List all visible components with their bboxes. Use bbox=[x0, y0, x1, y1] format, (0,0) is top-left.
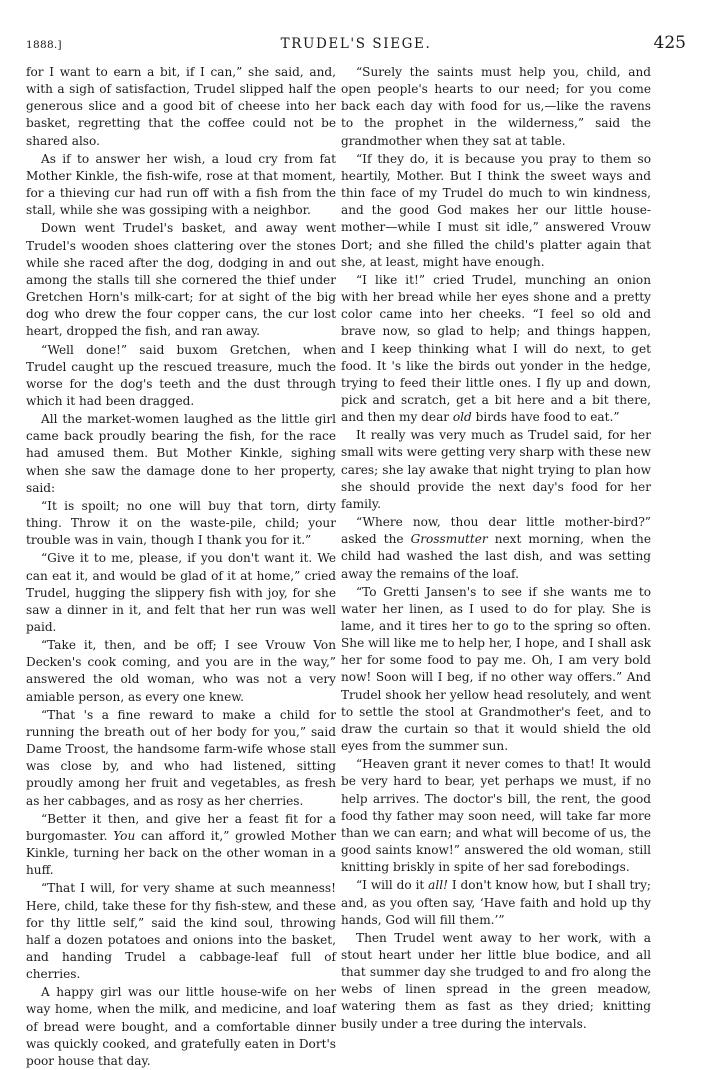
paragraph: “Well done!” said buxom Gretchen, when Trudel caught up the rescued treasure, much the worse for the dog's teeth and the dust through which it had been dragged. bbox=[26, 342, 336, 408]
paragraph: “I like it!” cried Trudel, munching an onion with her bread while her eyes shone and a pretty color came into her cheeks. “I feel so old and brave now, so glad to help; and things happen, and I keep thinking what I will do next, to get food. It 's like the birds out yonder in the hedge, trying to feed their little ones. I fly up and down, pick and scratch, get a bit here and a bit there, and then my dear old birds have food to eat.” bbox=[341, 272, 651, 425]
right-text-column bbox=[341, 64, 651, 1033]
paragraph: “It is spoilt; no one will buy that torn, dirty thing. Throw it on the waste-pile, child; your trouble was in vain, though I thank you for it.” bbox=[26, 498, 336, 548]
header-year: 1888.] bbox=[26, 39, 62, 51]
paragraph: “Better it then, and give her a feast fit for a burgomaster. You can afford it,” growled Mother Kinkle, turning her back on the other woman in a huff. bbox=[26, 811, 336, 878]
page-number: 425 bbox=[653, 33, 686, 53]
paragraph: “I will do it all! I don't know how, but I shall try; and, as you often say, ‘Have faith and hold up thy hands, God will fill them.’” bbox=[341, 878, 651, 927]
paragraph: Down went Trudel's basket, and away went Trudel's wooden shoes clattering over the stones while she raced after the dog, dodging in and out among the stalls till she cornered the thief under Gretchen Horn's milk-cart; for at sight of the big dog who drew the four copper cans, the cur lost heart, dropped the fish, and ran away. bbox=[26, 221, 336, 339]
paragraph: “If they do, it is because you pray to them so heartily, Mother. But I think the sweet ways and thin face of my Trudel do much to win kindness, and the good God makes her our little house-mother—while I must sit idle,” answered Vrouw Dort; and she filled the child's platter again that she, at least, might have enough. bbox=[341, 151, 651, 269]
paragraph: As if to answer her wish, a loud cry from fat Mother Kinkle, the fish-wife, rose at that moment, for a thieving cur had run off with a fish from the stall, while she was gossiping with a neighbor. bbox=[26, 151, 336, 218]
paragraph: It really was very much as Trudel said, for her small wits were getting very sharp with these new cares; she lay awake that night trying to plan how she should provide the next day's food for her family. bbox=[341, 428, 651, 511]
paragraph: “That I will, for very shame at such meanness! Here, child, take these for thy fish-stew, and these for thy little self,” said the kind soul, throwing half a dozen potatoes and onions into the basket, and handing Trudel a cabbage-leaf full of cherries. bbox=[26, 881, 336, 982]
left-text-column bbox=[26, 64, 336, 1070]
paragraph: “Heaven grant it never comes to that! It would be very hard to bear, yet perhaps we must, if no help arrives. The doctor's bill, the rent, the good food thy father may soon need, will take far more than we can earn; and what will become of us, the good saints know!” answered the old woman, still knitting briskly in spite of her sad forebodings. bbox=[341, 757, 651, 875]
paragraph: Then Trudel went away to her work, with a stout heart under her little blue bodice, and all that summer day she trudged to and fro along the webs of linen spread in the green meadow, watering them as fast as they dried; knitting busily under a tree during the intervals. bbox=[341, 930, 651, 1031]
paragraph: “To Gretti Jansen's to see if she wants me to water her linen, as I used to do for play. She is lame, and it tires her to go to the spring so often. She will like me to help her, I hope, and I shall ask her for some food to pay me. Oh, I am very bold now! Soon will I beg, if no other way offers.” And Trudel shook her yellow head resolutely, and went to settle the stool at Grandmother's feet, and to draw the curtain so that it would shield the old eyes from the summer sun. bbox=[341, 584, 651, 754]
paragraph: “Take it, then, and be off; I see Vrouw Von Decken's cook coming, and you are in the way,” answered the old woman, who was not a very amiable person, as every one knew. bbox=[26, 638, 336, 704]
paragraph: “Surely the saints must help you, child, and open people's hearts to our need; for you come back each day with food for us,—like the ravens to the prophet in the wilderness,” said the grandmother when they sat at table. bbox=[341, 65, 651, 148]
header-title: TRUDEL'S SIEGE. bbox=[280, 36, 432, 52]
paragraph: “That 's a fine reward to make a child for running the breath out of her body for you,” said Dame Troost, the handsome farm-wife whose stall was close by, and who had listened, sitting proudly among her fruit and vegetables, as fresh as her cabbages, and as rosy as her cherries. bbox=[26, 707, 336, 808]
paragraph: “Where now, thou dear little mother-bird?” asked the Grossmutter next morning, when the child had washed the last dish, and was setting away the remains of the loaf. bbox=[341, 515, 651, 581]
running-header bbox=[26, 33, 686, 57]
paragraph: All the market-women laughed as the little girl came back proudly bearing the fish, for the race had amused them. But Mother Kinkle, sighing when she saw the damage done to her property, said: bbox=[26, 412, 336, 495]
paragraph: for I want to earn a bit, if I can,” she said, and, with a sigh of satisfaction, Trudel slipped half the generous slice and a good bit of cheese into her basket, regretting that the coffee could not be shared also. bbox=[26, 65, 336, 148]
paragraph: A happy girl was our little house-wife on her way home, when the milk, and medicine, and loaf of bread were bought, and a comfortable dinner was quickly cooked, and gratefully eaten in Dort's poor house that day. bbox=[26, 985, 336, 1068]
paragraph: “Give it to me, please, if you don't want it. We can eat it, and would be glad of it at home,” cried Trudel, hugging the slippery fish with joy, for she saw a dinner in it, and felt that her run was well paid. bbox=[26, 551, 336, 634]
